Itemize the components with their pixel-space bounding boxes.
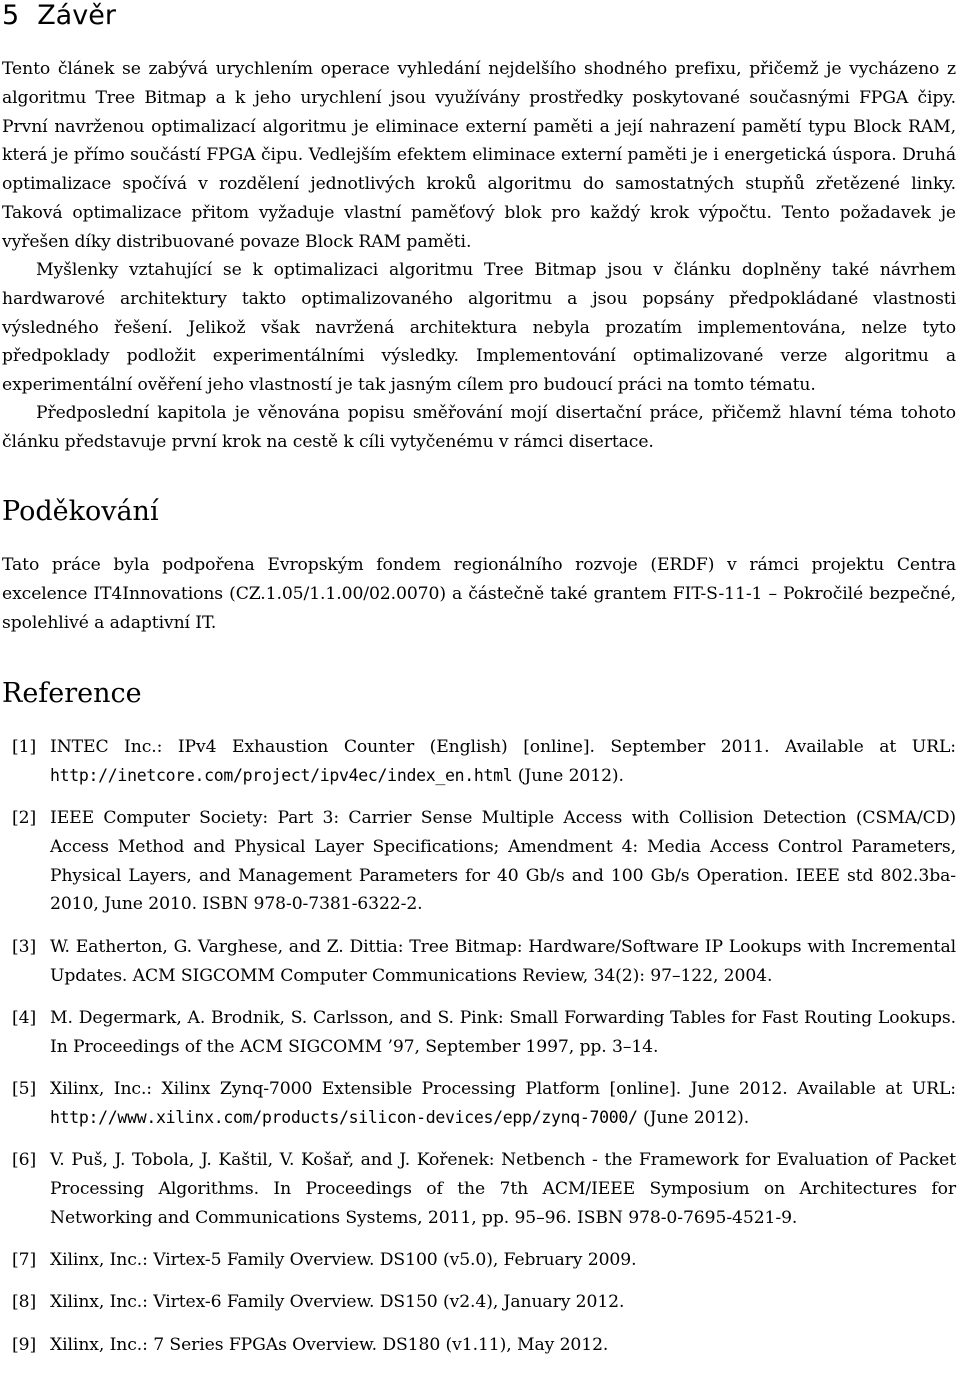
reference-text: INTEC Inc.: IPv4 Exhaustion Counter (English) [online]. September 2011. Available at URL: bbox=[50, 737, 956, 757]
reference-label: [5] bbox=[12, 1078, 37, 1099]
reference-text: W. Eatherton, G. Varghese, and Z. Dittia: Tree Bitmap: Hardware/Software IP Lookups with Incremental Updates. ACM SIGCOMM Computer Communications Review, 34(2): 97–122, 2004. bbox=[50, 936, 956, 986]
reference-text-after: (June 2012). bbox=[637, 1107, 750, 1128]
reference-label: [1] bbox=[12, 737, 37, 757]
reference-item bbox=[2, 733, 956, 791]
reference-label: [6] bbox=[12, 1150, 37, 1171]
section-heading bbox=[2, 0, 116, 32]
reference-text: Xilinx, Inc.: Virtex-5 Family Overview. DS100 (v5.0), February 2009. bbox=[50, 1249, 637, 1270]
reference-text-after: (June 2012). bbox=[512, 765, 624, 786]
reference-item bbox=[2, 1146, 956, 1232]
reference-label: [9] bbox=[12, 1334, 37, 1355]
reference-label: [2] bbox=[12, 808, 37, 829]
reference-item bbox=[2, 1075, 956, 1133]
reference-text: V. Puš, J. Tobola, J. Kaštil, V. Košař, and J. Kořenek: Netbench - the Framework for Evaluation of Packet Processing Algorithms. In Proceedings of the 7th ACM/IEEE Symposium on Architectures for Networking and Communications Systems, 2011, pp. 95–96. ISBN 978-0-7695-4521-9. bbox=[50, 1150, 956, 1228]
reference-label: [4] bbox=[12, 1007, 37, 1028]
reference-item bbox=[2, 1246, 956, 1275]
reference-text: Xilinx, Inc.: Virtex-6 Family Overview. DS150 (v2.4), January 2012. bbox=[50, 1292, 625, 1313]
reference-label: [8] bbox=[12, 1292, 37, 1313]
reference-text: M. Degermark, A. Brodnik, S. Carlsson, and S. Pink: Small Forwarding Tables for Fast Routing Lookups. In Proceedings of the ACM SIGCOMM ’97, September 1997, pp. 3–14. bbox=[50, 1007, 956, 1057]
reference-item bbox=[2, 933, 956, 991]
reference-url-link[interactable]: http://www.xilinx.com/products/silicon-devices/epp/zynq-7000/ bbox=[50, 1107, 638, 1127]
references-heading: Reference bbox=[2, 678, 142, 709]
section-number: 5 bbox=[2, 0, 20, 31]
paragraph-1: Tento článek se zabývá urychlením operace vyhledání nejdelšího shodného prefixu, přičemž je vycházeno z algoritmu Tree Bitmap a k jeho urychlení jsou využívány prostředky poskytované současnými FPGA čipy. První navrženou optimalizací algoritmu je eliminace externí paměti a její nahrazení pamětí typu Block RAM, která je přímo součástí FPGA čipu. Vedlejším efektem eliminace externí paměti je i energetická úspora. Druhá optimalizace spočívá v rozdělení jednotlivých kroků algoritmu do samostatných stupňů zřetězené linky. Taková optimalizace přitom vyžaduje vlastní paměťový blok pro každý krok výpočtu. Tento požadavek je vyřešen díky distribuované povaze Block RAM paměti. bbox=[2, 59, 956, 252]
reference-item bbox=[2, 804, 956, 919]
reference-label: [3] bbox=[12, 936, 37, 957]
reference-url-link[interactable]: http://inetcore.com/project/ipv4ec/index_en.html bbox=[50, 765, 513, 785]
reference-item bbox=[2, 1288, 956, 1317]
reference-text: Xilinx, Inc.: 7 Series FPGAs Overview. DS180 (v1.11), May 2012. bbox=[50, 1334, 609, 1355]
acknowledgements-text: Tato práce byla podpořena Evropským fondem regionálního rozvoje (ERDF) v rámci projektu Centra excelence IT4Innovations (CZ.1.05/1.1.00/02.0070) a částečně také grantem FIT-S-11-1 – Pokročilé bezpečné, spolehlivé a adaptivní IT. bbox=[2, 555, 956, 633]
reference-list bbox=[2, 733, 956, 1373]
paragraph-2: Myšlenky vztahující se k optimalizaci algoritmu Tree Bitmap jsou v článku doplněny také návrhem hardwarové architektury takto optimalizovaného algoritmu a jsou popsány předpokládané vlastnosti výsledného řešení. Jelikož však navržená architektura nebyla prozatím implementována, nelze tyto předpoklady podložit experimentálními výsledky. Implementování optimalizované verze algoritmu a experimentální ověření jeho vlastností je tak jasným cílem pro budoucí práci na tomto tématu. bbox=[2, 260, 956, 396]
section-title: Závěr bbox=[37, 0, 116, 31]
reference-text: Xilinx, Inc.: Xilinx Zynq-7000 Extensible Processing Platform [online]. June 2012. Available at URL: bbox=[50, 1078, 956, 1099]
paragraph-3: Předposlední kapitola je věnována popisu směřování mojí disertační práce, přičemž hlavní téma tohoto článku představuje první krok na cestě k cíli vytyčenému v rámci disertace. bbox=[2, 403, 956, 452]
reference-label: [7] bbox=[12, 1249, 37, 1270]
acknowledgements-heading: Poděkování bbox=[2, 496, 159, 527]
reference-item bbox=[2, 1331, 956, 1360]
reference-text: IEEE Computer Society: Part 3: Carrier Sense Multiple Access with Collision Detection (CSMA/CD) Access Method and Physical Layer Specifications; Amendment 4: Media Access Control Parameters, Physical Layers, and Management Parameters for 40 Gb/s and 100 Gb/s Operation. IEEE std 802.3ba-2010, June 2010. ISBN 978-0-7381-6322-2. bbox=[50, 808, 956, 915]
reference-item bbox=[2, 1004, 956, 1062]
